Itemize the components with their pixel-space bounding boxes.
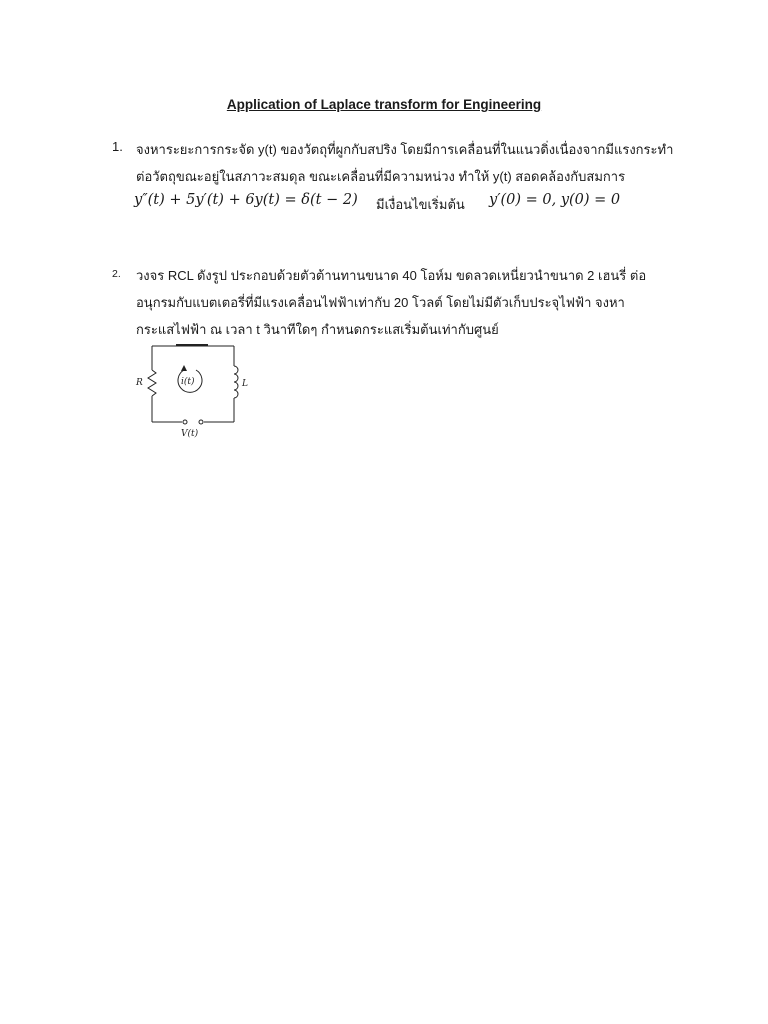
resistor-symbol (148, 370, 156, 396)
source-label: V(t) (181, 429, 199, 439)
current-arrow-head (181, 365, 187, 371)
question-2-line-2: อนุกรมกับแบตเตอรี่ที่มีแรงเคลื่อนไฟฟ้าเท่ากับ 20 โวลต์ โดยไม่มีตัวเก็บประจุไฟฟ้า จงหา (136, 295, 625, 310)
source-terminal-right (199, 420, 203, 424)
question-1-line-1: จงหาระยะการกระจัด y(t) ของวัตถุที่ผูกกับสปริง โดยมีการเคลื่อนที่ในแนวดิ่งเนื่องจากมีแรงกระทำ (136, 142, 674, 157)
question-2-number: 2. (112, 268, 121, 280)
source-terminal-left (183, 420, 187, 424)
document-title: Application of Laplace transform for Engineering (226, 97, 542, 112)
differential-equation: y″(t) + 5y′(t) + 6y(t) = δ(t − 2) (134, 192, 358, 208)
question-1-line-2: ต่อวัตถุขณะอยู่ในสภาวะสมดุล ขณะเคลื่อนที่มีความหน่วง ทำให้ y(t) สอดคล้องกับสมการ (136, 169, 626, 184)
inductor-symbol (234, 366, 238, 398)
resistor-label: R (136, 378, 143, 388)
initial-condition-label: มีเงื่อนไขเริ่มต้น (376, 197, 465, 212)
question-2-line-3: กระแสไฟฟ้า ณ เวลา t วินาทีใดๆ กำหนดกระแสเริ่มต้นเท่ากับศูนย์ (136, 322, 499, 337)
rl-circuit-diagram (130, 340, 250, 440)
initial-condition: y′(0) = 0, y(0) = 0 (489, 192, 621, 208)
current-label: i(t) (181, 377, 195, 387)
question-1-number: 1. (112, 139, 123, 154)
inductor-label: L (242, 379, 248, 389)
question-2-line-1: วงจร RCL ดังรูป ประกอบด้วยตัวต้านทานขนาด 40 โอห์ม ขดลวดเหนี่ยวนำขนาด 2 เฮนรี่ ต่อ (136, 268, 647, 283)
